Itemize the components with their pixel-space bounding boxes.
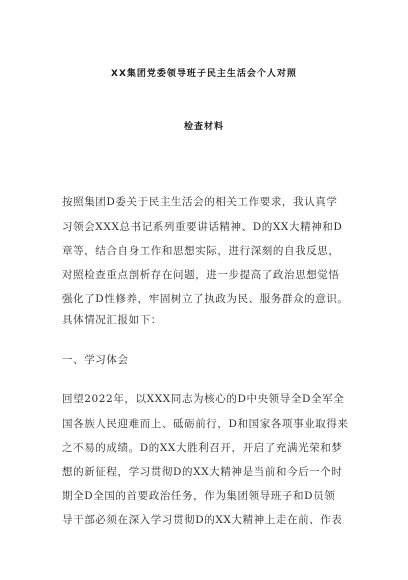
intro-paragraph-line: 按照集团D委关于民主生活会的相关工作要求，我认真学 — [62, 196, 338, 208]
section-paragraph-line: 想的新征程，学习贯彻D的XX大精神是当前和今后一个时 — [62, 466, 343, 478]
intro-paragraph-line: 对照检查重点剖析存在问题，进一步提高了政治思想觉悟 — [62, 269, 340, 281]
intro-paragraph-line: 强化了D性修养，牢固树立了执政为民、服务群众的意识。 — [62, 293, 349, 305]
section-paragraph-line: 期全D全国的首要政治任务，作为集团领导班子和D员领 — [62, 490, 336, 502]
section-paragraph-line: 导干部必须在深入学习贯彻D的XX大精神上走在前、作表 — [62, 514, 343, 526]
section-paragraph-line: 之不易的成绩。D的XX大胜利召开，开启了充满光荣和梦 — [62, 442, 343, 454]
section-paragraph-line: 回望2022年，以XXX同志为核心的D中央领导全D全军全 — [62, 393, 345, 405]
section-paragraph-line: 国各族人民迎难而上、砥砺前行，D和国家各项事业取得来 — [62, 418, 349, 430]
section-heading: 一、学习体会 — [62, 354, 129, 366]
document-title-line-2: 检查材料 — [183, 122, 224, 132]
intro-paragraph-line: 章等，结合自身工作和思想实际，进行深刻的自我反思， — [62, 245, 340, 257]
document-title-line-1: XX集团党委领导班子民主生活会个人对照 — [111, 69, 297, 79]
intro-paragraph-line: 具体情况汇报如下： — [62, 314, 162, 326]
intro-paragraph-line: 习领会XXX总书记系列重要讲话精神、D的XX大精神和D — [62, 221, 343, 233]
